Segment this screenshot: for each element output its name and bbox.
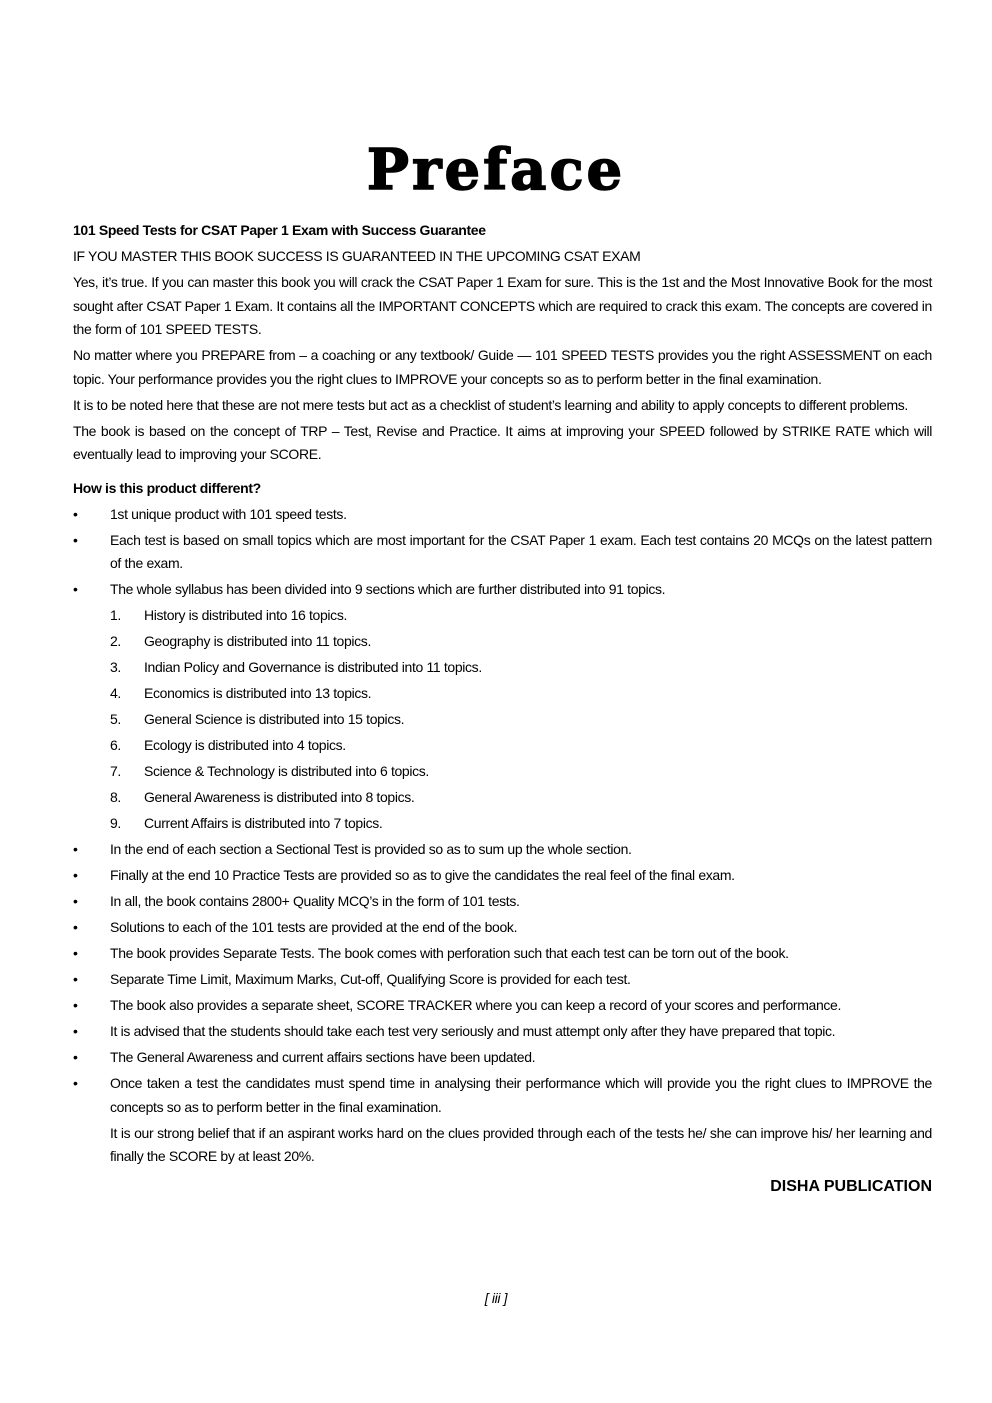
section-number: 3.	[110, 659, 121, 675]
section-item	[73, 760, 932, 784]
page-title: Preface	[366, 137, 626, 203]
list-item	[73, 503, 932, 527]
bullet-icon: •	[73, 1075, 78, 1091]
section-number: 5.	[110, 711, 121, 727]
closing-paragraph: It is our strong belief that if an aspirant works hard on the clues provided through each of the tests he/ she can improve his/ her learning and finally the SCORE by at least 20%.	[110, 1124, 932, 1164]
bullet-icon: •	[73, 919, 78, 935]
list-item-text: 1st unique product with 101 speed tests.	[110, 505, 347, 522]
signature: DISHA PUBLICATION	[770, 1177, 932, 1195]
section-item	[73, 708, 932, 732]
bullet-icon: •	[73, 971, 78, 987]
list-item	[73, 1046, 932, 1070]
section-text: Science & Technology is distributed into 6 topics.	[144, 763, 429, 779]
bullet-icon: •	[73, 1023, 78, 1039]
list-item	[73, 942, 932, 966]
bullet-icon: •	[73, 531, 78, 548]
section-number: 4.	[110, 685, 121, 701]
section-text: Current Affairs is distributed into 7 topics.	[144, 815, 383, 831]
section-item	[73, 604, 932, 628]
section-text: Ecology is distributed into 4 topics.	[144, 737, 346, 753]
section-number: 6.	[110, 737, 121, 753]
list-item	[73, 916, 932, 940]
list-item	[73, 578, 932, 602]
sections-list	[73, 604, 932, 836]
section-item	[73, 656, 932, 680]
list-item-text: It is advised that the students should take each test very seriously and must attempt only after they have prepared that topic.	[110, 1023, 836, 1039]
list-item	[73, 1072, 932, 1119]
section-text: General Awareness is distributed into 8 topics.	[144, 789, 415, 805]
section-text: Geography is distributed into 11 topics.	[144, 633, 371, 649]
list-item-text: The whole syllabus has been divided into 9 sections which are further distributed into 91 topics.	[110, 581, 666, 597]
section-number: 1.	[110, 607, 121, 623]
list-item-text: The General Awareness and current affairs sections have been updated.	[110, 1049, 536, 1065]
list-item-text: In all, the book contains 2800+ Quality MCQ’s in the form of 101 tests.	[110, 893, 520, 909]
section-item	[73, 812, 932, 836]
paragraph: The book is based on the concept of TRP – Test, Revise and Practice. It aims at improving your SPEED followed by STRIKE RATE which will eventually lead to improving your SCORE.	[73, 422, 932, 462]
bullet-icon: •	[73, 581, 78, 597]
section-number: 2.	[110, 633, 121, 649]
list-item-text: Separate Time Limit, Maximum Marks, Cut-off, Qualifying Score is provided for each test.	[110, 971, 631, 987]
list-item-text: Finally at the end 10 Practice Tests are provided so as to give the candidates the real feel of the final exam.	[110, 867, 735, 883]
feature-list	[73, 503, 932, 602]
feature-list-continued	[73, 838, 932, 1119]
section-text: Indian Policy and Governance is distributed into 11 topics.	[144, 659, 482, 675]
bullet-icon: •	[73, 841, 78, 857]
list-item-text: Each test is based on small topics which are most important for the CSAT Paper 1 exam. Each test contains 20 MCQs on the latest pattern of the exam.	[110, 531, 932, 571]
bullet-icon: •	[73, 945, 78, 961]
section-number: 8.	[110, 789, 121, 805]
list-item-text: In the end of each section a Sectional Test is provided so as to sum up the whole section.	[110, 841, 632, 857]
list-item-text: Once taken a test the candidates must spend time in analysing their performance which will provide you the right clues to IMPROVE the concepts so as to perform better in the final examination.	[110, 1075, 932, 1115]
list-item-text: Solutions to each of the 101 tests are provided at the end of the book.	[110, 919, 518, 935]
bullet-icon: •	[73, 867, 78, 883]
section-text: Economics is distributed into 13 topics.	[144, 685, 372, 701]
section-text: History is distributed into 16 topics.	[144, 607, 348, 623]
list-item	[73, 968, 932, 992]
list-item	[73, 838, 932, 862]
page-number	[0, 1290, 992, 1306]
list-item-text: The book also provides a separate sheet, SCORE TRACKER where you can keep a record of your scores and performance.	[110, 997, 842, 1013]
list-item	[73, 994, 932, 1018]
section-item	[73, 734, 932, 758]
list-item-text: The book provides Separate Tests. The book comes with perforation such that each test can be torn out of the book.	[110, 945, 789, 961]
paragraph: Yes, it’s true. If you can master this book you will crack the CSAT Paper 1 Exam for sure. This is the 1st and the Most Innovative Book for the most sought after CSAT Paper 1 Exam. It contains all the IMPORTANT CONCEPTS which are required to crack this exam. The concepts are covered in the form of 101 SPEED TESTS.	[73, 274, 932, 337]
list-item	[73, 529, 932, 576]
section-heading: How is this product different?	[73, 479, 261, 496]
bullet-icon: •	[73, 893, 78, 909]
paragraph: No matter where you PREPARE from – a coaching or any textbook/ Guide — 101 SPEED TESTS provides you the right ASSESSMENT on each topic. Your performance provides you the right clues to IMPROVE your concepts so as to perform better in the final examination.	[73, 347, 932, 387]
tagline: IF YOU MASTER THIS BOOK SUCCESS IS GUARANTEED IN THE UPCOMING CSAT EXAM	[73, 248, 641, 264]
list-item	[73, 864, 932, 888]
section-item	[73, 786, 932, 810]
bullet-icon: •	[73, 1049, 78, 1065]
bullet-icon: •	[73, 505, 78, 522]
section-item	[73, 682, 932, 706]
list-item	[73, 1020, 932, 1044]
list-item	[73, 890, 932, 914]
paragraph: It is to be noted here that these are not mere tests but act as a checklist of student’s learning and ability to apply concepts to different problems.	[73, 396, 908, 413]
section-text: General Science is distributed into 15 topics.	[144, 711, 405, 727]
page-number-text: [ iii ]	[484, 1290, 508, 1306]
subtitle: 101 Speed Tests for CSAT Paper 1 Exam with Success Guarantee	[73, 222, 486, 238]
preface-body	[73, 219, 932, 1201]
section-number: 7.	[110, 763, 121, 779]
section-item	[73, 630, 932, 654]
bullet-icon: •	[73, 997, 78, 1013]
section-number: 9.	[110, 815, 121, 831]
